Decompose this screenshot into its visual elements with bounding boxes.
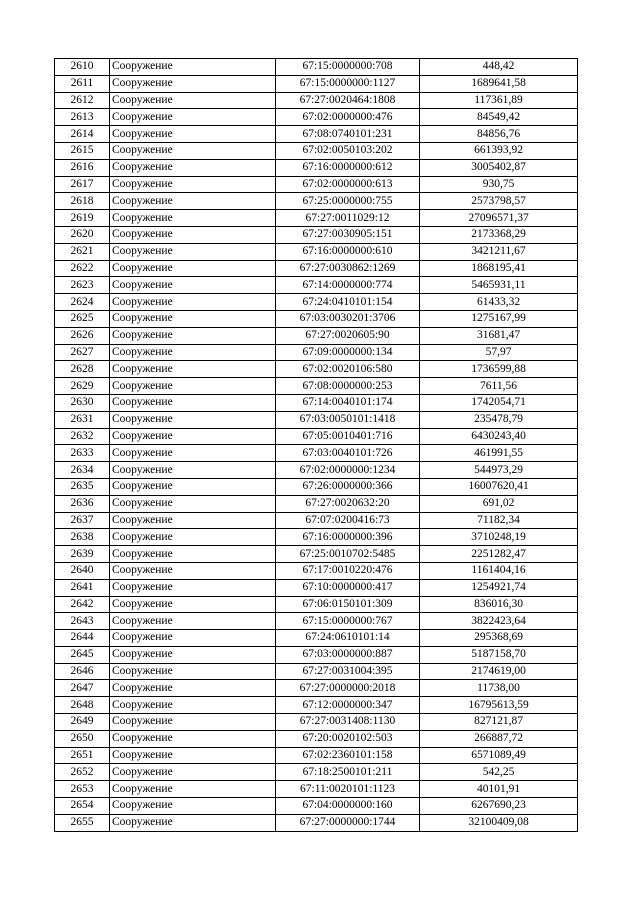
- row-number-cell: 2645: [55, 646, 110, 663]
- cadastral-value-cell: 930,75: [420, 176, 578, 193]
- cadastral-number-cell: 67:03:0030201:3706: [276, 310, 420, 327]
- object-type-cell: Сооружение: [110, 562, 276, 579]
- table-row: [55, 462, 578, 479]
- object-type-cell: Сооружение: [110, 428, 276, 445]
- object-type-cell: Сооружение: [110, 646, 276, 663]
- table-row: [55, 310, 578, 327]
- cadastral-value-cell: 117361,89: [420, 92, 578, 109]
- row-number-cell: 2628: [55, 361, 110, 378]
- cadastral-value-cell: 6571089,49: [420, 747, 578, 764]
- table-row: [55, 210, 578, 227]
- table-row: [55, 75, 578, 92]
- cadastral-value-cell: 71182,34: [420, 512, 578, 529]
- cadastral-value-cell: 16795613,59: [420, 697, 578, 714]
- cadastral-number-cell: 67:25:0000000:755: [276, 193, 420, 210]
- object-type-cell: Сооружение: [110, 613, 276, 630]
- cadastral-number-cell: 67:02:0000000:476: [276, 109, 420, 126]
- row-number-cell: 2615: [55, 142, 110, 159]
- row-number-cell: 2631: [55, 411, 110, 428]
- row-number-cell: 2624: [55, 294, 110, 311]
- table-row: [55, 680, 578, 697]
- cadastral-number-cell: 67:16:0000000:396: [276, 529, 420, 546]
- object-type-cell: Сооружение: [110, 310, 276, 327]
- table-row: [55, 260, 578, 277]
- row-number-cell: 2652: [55, 764, 110, 781]
- cadastral-number-cell: 67:02:2360101:158: [276, 747, 420, 764]
- cadastral-number-cell: 67:27:0011029:12: [276, 210, 420, 227]
- object-type-cell: Сооружение: [110, 546, 276, 563]
- cadastral-number-cell: 67:24:0410101:154: [276, 294, 420, 311]
- cadastral-number-cell: 67:27:0031408:1130: [276, 714, 420, 731]
- object-type-cell: Сооружение: [110, 75, 276, 92]
- table-row: [55, 730, 578, 747]
- cadastral-number-cell: 67:11:0020101:1123: [276, 781, 420, 798]
- row-number-cell: 2651: [55, 747, 110, 764]
- object-type-cell: Сооружение: [110, 630, 276, 647]
- cadastral-value-cell: 1742054,71: [420, 394, 578, 411]
- table-row: [55, 176, 578, 193]
- cadastral-value-cell: 1254921,74: [420, 579, 578, 596]
- cadastral-number-cell: 67:06:0150101:309: [276, 596, 420, 613]
- row-number-cell: 2619: [55, 210, 110, 227]
- row-number-cell: 2640: [55, 562, 110, 579]
- object-type-cell: Сооружение: [110, 260, 276, 277]
- table-row: [55, 697, 578, 714]
- row-number-cell: 2634: [55, 462, 110, 479]
- row-number-cell: 2646: [55, 663, 110, 680]
- cadastral-value-cell: 836016,30: [420, 596, 578, 613]
- row-number-cell: 2654: [55, 798, 110, 815]
- cadastral-value-cell: 1736599,88: [420, 361, 578, 378]
- table-row: [55, 764, 578, 781]
- cadastral-number-cell: 67:15:0000000:767: [276, 613, 420, 630]
- row-number-cell: 2629: [55, 378, 110, 395]
- cadastral-number-cell: 67:27:0000000:1744: [276, 814, 420, 831]
- table-row: [55, 243, 578, 260]
- object-type-cell: Сооружение: [110, 714, 276, 731]
- cadastral-number-cell: 67:27:0020632:20: [276, 495, 420, 512]
- object-type-cell: Сооружение: [110, 411, 276, 428]
- object-type-cell: Сооружение: [110, 126, 276, 143]
- cadastral-value-cell: 16007620,41: [420, 478, 578, 495]
- cadastral-number-cell: 67:12:0000000:347: [276, 697, 420, 714]
- cadastral-number-cell: 67:27:0030862:1269: [276, 260, 420, 277]
- cadastral-number-cell: 67:03:0050101:1418: [276, 411, 420, 428]
- table-row: [55, 344, 578, 361]
- object-type-cell: Сооружение: [110, 814, 276, 831]
- object-type-cell: Сооружение: [110, 781, 276, 798]
- table-row: [55, 445, 578, 462]
- row-number-cell: 2641: [55, 579, 110, 596]
- table-row: [55, 226, 578, 243]
- table-row: [55, 798, 578, 815]
- cadastral-number-cell: 67:25:0010702:5485: [276, 546, 420, 563]
- row-number-cell: 2647: [55, 680, 110, 697]
- table-row: [55, 109, 578, 126]
- cadastral-number-cell: 67:24:0610101:14: [276, 630, 420, 647]
- row-number-cell: 2650: [55, 730, 110, 747]
- cadastral-value-cell: 1689641,58: [420, 75, 578, 92]
- cadastral-value-cell: 542,25: [420, 764, 578, 781]
- cadastral-number-cell: 67:18:2500101:211: [276, 764, 420, 781]
- row-number-cell: 2625: [55, 310, 110, 327]
- registry-table: [54, 58, 578, 832]
- cadastral-number-cell: 67:27:0020464:1808: [276, 92, 420, 109]
- table-row: [55, 630, 578, 647]
- object-type-cell: Сооружение: [110, 663, 276, 680]
- object-type-cell: Сооружение: [110, 142, 276, 159]
- cadastral-number-cell: 67:17:0010220:476: [276, 562, 420, 579]
- cadastral-number-cell: 67:14:0000000:774: [276, 277, 420, 294]
- cadastral-value-cell: 2573798,57: [420, 193, 578, 210]
- cadastral-value-cell: 61433,32: [420, 294, 578, 311]
- cadastral-number-cell: 67:08:0740101:231: [276, 126, 420, 143]
- table-row: [55, 613, 578, 630]
- object-type-cell: Сооружение: [110, 478, 276, 495]
- object-type-cell: Сооружение: [110, 59, 276, 76]
- row-number-cell: 2620: [55, 226, 110, 243]
- row-number-cell: 2627: [55, 344, 110, 361]
- object-type-cell: Сооружение: [110, 344, 276, 361]
- cadastral-number-cell: 67:02:0020106:580: [276, 361, 420, 378]
- object-type-cell: Сооружение: [110, 445, 276, 462]
- cadastral-value-cell: 544973,29: [420, 462, 578, 479]
- row-number-cell: 2613: [55, 109, 110, 126]
- row-number-cell: 2638: [55, 529, 110, 546]
- row-number-cell: 2622: [55, 260, 110, 277]
- cadastral-value-cell: 84856,76: [420, 126, 578, 143]
- object-type-cell: Сооружение: [110, 747, 276, 764]
- cadastral-number-cell: 67:04:0000000:160: [276, 798, 420, 815]
- table-row: [55, 478, 578, 495]
- cadastral-number-cell: 67:20:0020102:503: [276, 730, 420, 747]
- row-number-cell: 2644: [55, 630, 110, 647]
- row-number-cell: 2618: [55, 193, 110, 210]
- object-type-cell: Сооружение: [110, 243, 276, 260]
- table-row: [55, 277, 578, 294]
- row-number-cell: 2623: [55, 277, 110, 294]
- object-type-cell: Сооружение: [110, 176, 276, 193]
- cadastral-value-cell: 1161404,16: [420, 562, 578, 579]
- cadastral-value-cell: 5187158,70: [420, 646, 578, 663]
- table-row: [55, 562, 578, 579]
- cadastral-number-cell: 67:27:0000000:2018: [276, 680, 420, 697]
- row-number-cell: 2610: [55, 59, 110, 76]
- table-row: [55, 193, 578, 210]
- cadastral-number-cell: 67:05:0010401:716: [276, 428, 420, 445]
- cadastral-value-cell: 2251282,47: [420, 546, 578, 563]
- cadastral-value-cell: 6430243,40: [420, 428, 578, 445]
- row-number-cell: 2653: [55, 781, 110, 798]
- row-number-cell: 2655: [55, 814, 110, 831]
- row-number-cell: 2637: [55, 512, 110, 529]
- object-type-cell: Сооружение: [110, 159, 276, 176]
- row-number-cell: 2630: [55, 394, 110, 411]
- table-row: [55, 92, 578, 109]
- table-row: [55, 126, 578, 143]
- row-number-cell: 2648: [55, 697, 110, 714]
- row-number-cell: 2614: [55, 126, 110, 143]
- cadastral-value-cell: 461991,55: [420, 445, 578, 462]
- cadastral-value-cell: 3005402,87: [420, 159, 578, 176]
- object-type-cell: Сооружение: [110, 462, 276, 479]
- object-type-cell: Сооружение: [110, 495, 276, 512]
- cadastral-number-cell: 67:02:0000000:613: [276, 176, 420, 193]
- cadastral-value-cell: 31681,47: [420, 327, 578, 344]
- object-type-cell: Сооружение: [110, 361, 276, 378]
- table-row: [55, 159, 578, 176]
- cadastral-number-cell: 67:15:0000000:708: [276, 59, 420, 76]
- cadastral-value-cell: 3822423,64: [420, 613, 578, 630]
- object-type-cell: Сооружение: [110, 680, 276, 697]
- row-number-cell: 2632: [55, 428, 110, 445]
- table-row: [55, 781, 578, 798]
- cadastral-number-cell: 67:03:0040101:726: [276, 445, 420, 462]
- cadastral-value-cell: 84549,42: [420, 109, 578, 126]
- object-type-cell: Сооружение: [110, 697, 276, 714]
- cadastral-value-cell: 57,97: [420, 344, 578, 361]
- cadastral-value-cell: 448,42: [420, 59, 578, 76]
- table-row: [55, 512, 578, 529]
- table-row: [55, 814, 578, 831]
- row-number-cell: 2635: [55, 478, 110, 495]
- cadastral-number-cell: 67:16:0000000:612: [276, 159, 420, 176]
- table-row: [55, 579, 578, 596]
- table-row: [55, 646, 578, 663]
- row-number-cell: 2626: [55, 327, 110, 344]
- cadastral-value-cell: 235478,79: [420, 411, 578, 428]
- row-number-cell: 2611: [55, 75, 110, 92]
- object-type-cell: Сооружение: [110, 394, 276, 411]
- object-type-cell: Сооружение: [110, 193, 276, 210]
- cadastral-value-cell: 27096571,37: [420, 210, 578, 227]
- cadastral-number-cell: 67:10:0000000:417: [276, 579, 420, 596]
- table-row: [55, 59, 578, 76]
- row-number-cell: 2633: [55, 445, 110, 462]
- table-row: [55, 747, 578, 764]
- cadastral-value-cell: 295368,69: [420, 630, 578, 647]
- table-row: [55, 529, 578, 546]
- row-number-cell: 2636: [55, 495, 110, 512]
- cadastral-value-cell: 2173368,29: [420, 226, 578, 243]
- cadastral-value-cell: 1275167,99: [420, 310, 578, 327]
- cadastral-value-cell: 32100409,08: [420, 814, 578, 831]
- row-number-cell: 2616: [55, 159, 110, 176]
- table-row: [55, 495, 578, 512]
- cadastral-value-cell: 3421211,67: [420, 243, 578, 260]
- object-type-cell: Сооружение: [110, 596, 276, 613]
- cadastral-number-cell: 67:02:0000000:1234: [276, 462, 420, 479]
- cadastral-number-cell: 67:07:0200416:73: [276, 512, 420, 529]
- row-number-cell: 2643: [55, 613, 110, 630]
- object-type-cell: Сооружение: [110, 764, 276, 781]
- cadastral-number-cell: 67:08:0000000:253: [276, 378, 420, 395]
- cadastral-value-cell: 691,02: [420, 495, 578, 512]
- cadastral-value-cell: 3710248,19: [420, 529, 578, 546]
- cadastral-number-cell: 67:09:0000000:134: [276, 344, 420, 361]
- table-row: [55, 378, 578, 395]
- object-type-cell: Сооружение: [110, 109, 276, 126]
- table-row: [55, 663, 578, 680]
- cadastral-number-cell: 67:27:0020605:90: [276, 327, 420, 344]
- cadastral-number-cell: 67:03:0000000:887: [276, 646, 420, 663]
- row-number-cell: 2612: [55, 92, 110, 109]
- table-row: [55, 142, 578, 159]
- cadastral-number-cell: 67:16:0000000:610: [276, 243, 420, 260]
- cadastral-number-cell: 67:27:0031004:395: [276, 663, 420, 680]
- table-row: [55, 361, 578, 378]
- object-type-cell: Сооружение: [110, 798, 276, 815]
- cadastral-number-cell: 67:26:0000000:366: [276, 478, 420, 495]
- table-row: [55, 327, 578, 344]
- cadastral-number-cell: 67:27:0030905:151: [276, 226, 420, 243]
- cadastral-value-cell: 7611,56: [420, 378, 578, 395]
- object-type-cell: Сооружение: [110, 92, 276, 109]
- table-row: [55, 294, 578, 311]
- table-row: [55, 394, 578, 411]
- cadastral-number-cell: 67:02:0050103:202: [276, 142, 420, 159]
- table-row: [55, 411, 578, 428]
- cadastral-value-cell: 661393,92: [420, 142, 578, 159]
- object-type-cell: Сооружение: [110, 210, 276, 227]
- row-number-cell: 2642: [55, 596, 110, 613]
- table-row: [55, 596, 578, 613]
- cadastral-value-cell: 40101,91: [420, 781, 578, 798]
- cadastral-value-cell: 5465931,11: [420, 277, 578, 294]
- cadastral-value-cell: 266887,72: [420, 730, 578, 747]
- cadastral-value-cell: 1868195,41: [420, 260, 578, 277]
- cadastral-value-cell: 6267690,23: [420, 798, 578, 815]
- table-row: [55, 546, 578, 563]
- cadastral-value-cell: 827121,87: [420, 714, 578, 731]
- object-type-cell: Сооружение: [110, 294, 276, 311]
- object-type-cell: Сооружение: [110, 730, 276, 747]
- object-type-cell: Сооружение: [110, 226, 276, 243]
- table-row: [55, 714, 578, 731]
- row-number-cell: 2639: [55, 546, 110, 563]
- row-number-cell: 2617: [55, 176, 110, 193]
- cadastral-value-cell: 2174619,00: [420, 663, 578, 680]
- cadastral-number-cell: 67:15:0000000:1127: [276, 75, 420, 92]
- row-number-cell: 2621: [55, 243, 110, 260]
- cadastral-value-cell: 11738,00: [420, 680, 578, 697]
- table-row: [55, 428, 578, 445]
- cadastral-number-cell: 67:14:0040101:174: [276, 394, 420, 411]
- registry-table-body: [55, 59, 578, 832]
- object-type-cell: Сооружение: [110, 529, 276, 546]
- row-number-cell: 2649: [55, 714, 110, 731]
- object-type-cell: Сооружение: [110, 327, 276, 344]
- object-type-cell: Сооружение: [110, 512, 276, 529]
- object-type-cell: Сооружение: [110, 378, 276, 395]
- object-type-cell: Сооружение: [110, 579, 276, 596]
- object-type-cell: Сооружение: [110, 277, 276, 294]
